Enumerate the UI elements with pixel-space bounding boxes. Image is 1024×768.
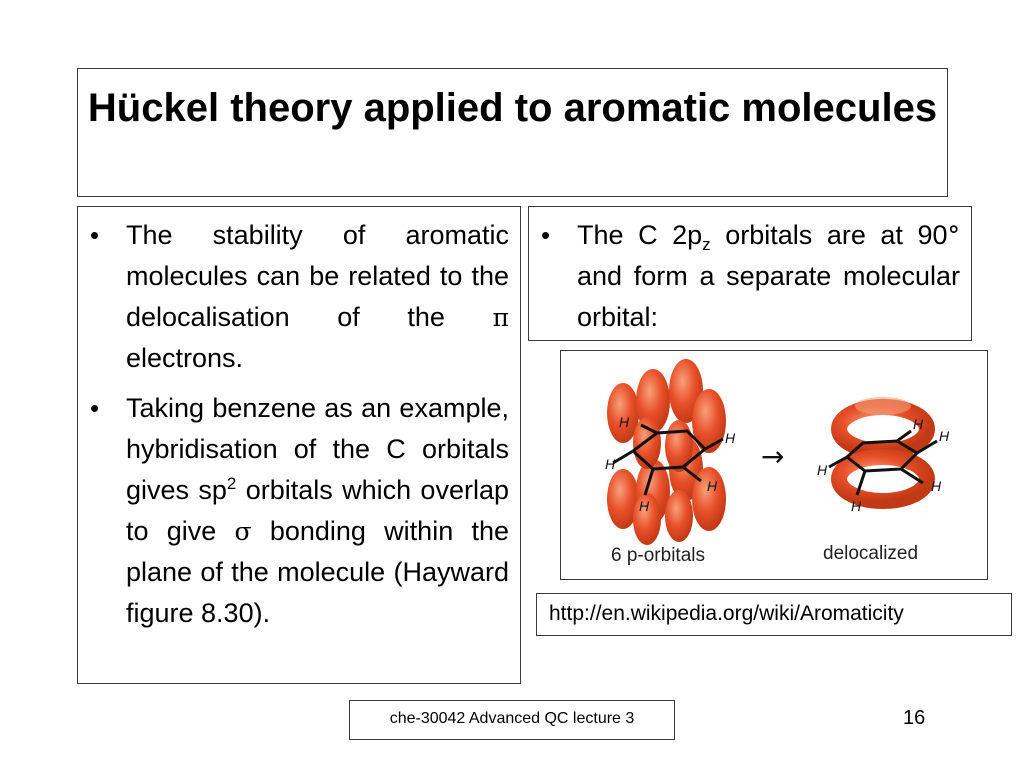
atom-label-h: H xyxy=(639,498,650,514)
p-orbitals-label: 6 p-orbitals xyxy=(611,545,705,566)
atom-label-h: H xyxy=(605,456,616,472)
atom-label-h: H xyxy=(707,478,718,494)
p-orbital-lobe xyxy=(633,417,661,469)
orbital-diagram xyxy=(561,351,989,581)
atom-label-h: H xyxy=(939,428,950,444)
bullet-icon: • xyxy=(541,220,551,250)
footer-box xyxy=(349,700,675,740)
title-box xyxy=(77,68,948,197)
source-url-box xyxy=(536,593,1012,636)
p-orbital-lobe xyxy=(692,389,726,453)
pi-symbol: π xyxy=(492,303,509,332)
right-bullet-list xyxy=(539,215,960,347)
source-url[interactable]: http://en.wikipedia.org/wiki/Aromaticity xyxy=(549,602,904,625)
ring-highlight xyxy=(855,397,911,415)
bullet-icon: • xyxy=(90,220,100,250)
atom-label-h: H xyxy=(913,416,924,432)
sigma-symbol: σ xyxy=(234,517,252,546)
p-orbitals-group xyxy=(607,359,726,545)
bullet-stability: • The stability of aromatic molecules can be related to the delocalisation of the π electrons. xyxy=(88,215,509,379)
atom-label-h: H xyxy=(817,462,828,478)
bullet-2pz-orbitals: • The C $2p_z$ orbitals are at 90° and form a separate molecular orbital: xyxy=(539,215,960,338)
right-text-box xyxy=(528,206,972,341)
atom-label-h: H xyxy=(619,414,630,430)
atom-label-h: H xyxy=(931,478,942,494)
delocalized-label: delocalized xyxy=(823,543,919,564)
atom-label-h: H xyxy=(725,430,736,446)
left-bullet-list xyxy=(88,215,509,643)
slide-title: Hückel theory applied to aromatic molecules xyxy=(87,86,938,130)
degree-symbol: ° xyxy=(947,221,960,250)
bullet-benzene: • Taking benzene as an example, hybridisation of the C orbitals gives $sp^2$ orbitals which overlap to give σ bonding within the plane of the molecule (Hayward figure 8.30). xyxy=(88,388,509,634)
subscript-z: z xyxy=(702,235,711,254)
p-orbital-lobe xyxy=(665,490,693,542)
bullet-icon: • xyxy=(90,393,100,423)
delocalized-ring-bottom xyxy=(839,457,927,501)
left-text-box xyxy=(77,206,521,684)
benzene-orbital-figure xyxy=(560,350,988,580)
atom-label-h: H xyxy=(851,498,862,514)
p-orbital-lobe xyxy=(665,420,693,472)
delocalized-orbital-group xyxy=(839,397,927,501)
arrow-icon: → xyxy=(761,440,785,473)
footer-text: che-30042 Advanced QC lecture 3 xyxy=(389,710,635,727)
page-number: 16 xyxy=(903,707,926,729)
superscript-2: 2 xyxy=(226,474,237,493)
